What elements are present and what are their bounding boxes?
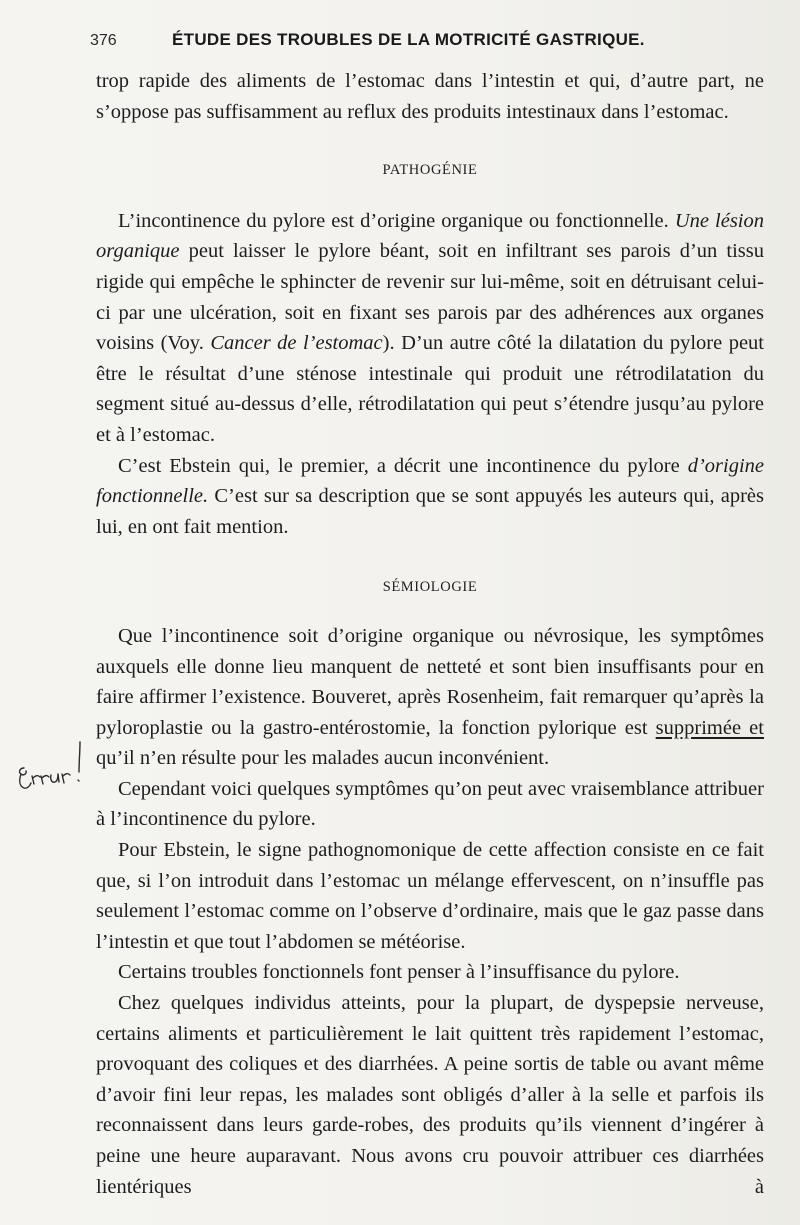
text-run: Que l’incontinence soit d’origine organique ou névrosique, les symptômes auxquels elle donne lieu manquent de netteté et sont bien insuffisants pour en faire affirmer l’existence. Bouveret, après Rosenheim, fait remarquer qu’après la pyloroplastie ou la gastro-entérostomie, la fonction pylorique est <box>96 624 764 739</box>
text-run: qu’il n’en résulte pour les malades aucun inconvénient. <box>96 747 550 770</box>
text-run: ). D’un autre côté la dilatation du pylore peut être le résultat d’une sténose intestinale qui produit une rétrodilatation du segment situé au-dessus d’elle, rétrodilatation qui peut s’étendre jusqu’au pylore et à l’estomac. <box>96 332 764 446</box>
running-title: ÉTUDE DES TROUBLES DE LA MOTRICITÉ GASTRIQUE. <box>172 30 645 49</box>
text-run: C’est sur sa description que se sont appuyés les auteurs qui, après lui, en ont fait mention. <box>96 485 764 538</box>
paragraph <box>96 835 764 957</box>
underlined-phrase: supprimée et <box>655 716 764 739</box>
section-heading: PATHOGÉNIE <box>382 162 478 179</box>
paragraph <box>96 66 764 127</box>
handwritten-margin-note <box>10 738 90 794</box>
text-run: Certains troubles fonctionnels font penser à l’insuffisance du pylore. <box>118 961 680 984</box>
body-text <box>96 66 764 1202</box>
text-run: L’incontinence du pylore est d’origine organique ou fonctionnelle. <box>118 209 675 232</box>
paragraph <box>96 774 764 835</box>
italic-phrase: d’origine fonctionnelle. <box>96 454 764 508</box>
text-run: peut laisser le pylore béant, soit en infiltrant ses parois d’un tissu rigide qui empêche le sphincter de revenir sur lui-même, soit en détruisant celui-ci par une ulcération, soit en fixant ses parois par des adhérences aux organes voisins (Voy. <box>96 240 764 355</box>
paragraph <box>96 988 764 1202</box>
text-run: Pour Ebstein, le signe pathognomonique de cette affection consiste en ce fait que, si l’on introduit dans l’estomac un mélange effervescent, on n’insuffle pas seulement l’estomac comme on l’observe d’ordinaire, mais que le gaz passe dans l’intestin et que tout l’abdomen se météorise. <box>96 839 764 953</box>
italic-phrase: Cancer de l’estomac <box>210 332 383 355</box>
italic-phrase: Une lésion organique <box>96 209 764 263</box>
page-header <box>90 30 770 58</box>
paragraph <box>96 621 764 774</box>
paragraph <box>96 206 764 451</box>
page-number: 376 <box>90 32 117 49</box>
section-heading: SÉMIOLOGIE <box>382 579 478 596</box>
text-run: Chez quelques individus atteints, pour la plupart, de dyspepsie nerveuse, certains aliments et particulièrement le lait quittent très rapidement l’estomac, provoquant des coliques et des diarrhées. A peine sortis de table ou avant même d’avoir fini leur repas, les malades sont obligés d’aller à la selle et parfois ils reconnaissent dans leurs garde-robes, des produits qu’ils viennent d’ingérer à peine une heure auparavant. Nous avons cru pouvoir attribuer ces diarrhées lientériques à <box>96 992 764 1198</box>
handwriting-erreur-icon <box>10 738 90 794</box>
text-run: Cependant voici quelques symptômes qu’on peut avec vraisemblance attribuer à l’incontinence du pylore. <box>96 777 764 831</box>
paragraph <box>96 957 764 988</box>
paragraph <box>96 451 764 543</box>
text-run: C’est Ebstein qui, le premier, a décrit une incontinence du pylore <box>118 454 688 477</box>
text-run: trop rapide des aliments de l’estomac dans l’intestin et qui, d’autre part, ne s’oppose pas suffisamment au reflux des produits intestinaux dans l’estomac. <box>96 70 764 123</box>
